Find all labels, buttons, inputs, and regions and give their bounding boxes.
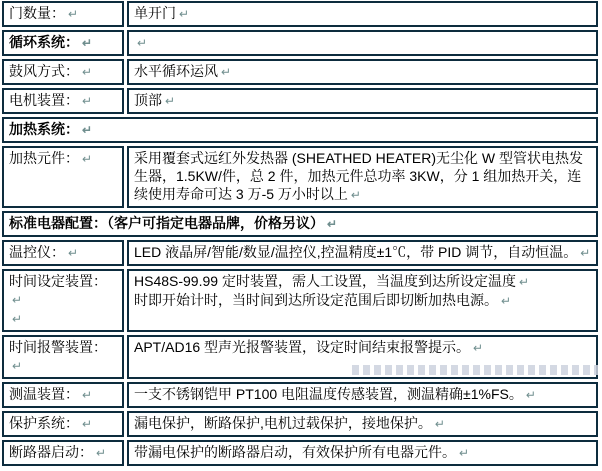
paragraph-mark-icon: ↵ xyxy=(68,7,79,21)
text-line xyxy=(134,414,592,433)
section-header-row xyxy=(2,117,598,143)
text-line xyxy=(134,338,592,357)
spec-value-cell xyxy=(127,59,598,85)
paragraph-mark-icon: ↵ xyxy=(12,293,23,307)
spec-row xyxy=(2,269,598,332)
text-line xyxy=(134,272,592,291)
text-line xyxy=(134,4,592,23)
text-line xyxy=(9,62,118,81)
spec-row xyxy=(2,440,598,466)
spec-value-cell xyxy=(127,88,598,114)
paragraph-mark-icon: ↵ xyxy=(96,446,107,460)
text-content: 时间设定装置： xyxy=(9,273,107,289)
text-line xyxy=(9,338,118,375)
text-content: 带漏电保护的断路器启动，有效保护所有电器元件。 xyxy=(134,444,456,460)
paragraph-mark-icon: ↵ xyxy=(82,152,93,166)
spec-value-cell xyxy=(127,411,598,437)
paragraph-mark-icon: ↵ xyxy=(473,341,484,355)
text-content: 时间报警装置： xyxy=(9,339,107,355)
paragraph-mark-icon: ↵ xyxy=(221,65,232,79)
text-content: 漏电保护，断路保护,电机过载保护，接地保护。 xyxy=(134,415,432,431)
spec-row xyxy=(2,240,598,266)
spec-row xyxy=(2,146,598,208)
spec-value-cell xyxy=(127,30,598,56)
spec-label-cell xyxy=(2,335,124,379)
text-content: 时即开始计时，当时间到达所设定范围后即切断加热电源。 xyxy=(134,292,498,308)
text-content: 采用覆套式远红外发热器 (SHEATHED HEATER)无尘化 W 型管状电热发生器，1.5KW/件，总 2 件，加热元件总功率 3KW，分 1 组加热开关，连续使用寿命可达 3 万-5 万小时以上 xyxy=(134,150,584,202)
paragraph-mark-icon: ↵ xyxy=(82,65,93,79)
paragraph-mark-icon: ↵ xyxy=(82,123,93,137)
text-line xyxy=(9,91,118,110)
text-line xyxy=(9,33,118,52)
paragraph-mark-icon: ↵ xyxy=(137,36,148,50)
text-content: 温控仪： xyxy=(9,244,65,260)
text-content: 水平循环运风 xyxy=(134,63,218,79)
text-content: 加热系统： xyxy=(9,121,79,137)
text-content: HS48S-99.99 定时装置，需人工设置，当温度到达所设定温度 xyxy=(134,273,516,289)
text-line xyxy=(134,243,592,262)
spec-row xyxy=(2,59,598,85)
text-content: 循环系统： xyxy=(9,34,79,50)
spec-row xyxy=(2,382,598,408)
paragraph-mark-icon: ↵ xyxy=(82,417,93,431)
text-line xyxy=(9,214,592,233)
spec-label-cell xyxy=(2,88,124,114)
text-content: 加热元件： xyxy=(9,150,79,166)
paragraph-mark-icon: ↵ xyxy=(179,7,190,21)
spec-label-cell xyxy=(2,59,124,85)
paragraph-mark-icon: ↵ xyxy=(165,94,176,108)
spec-value-cell xyxy=(127,382,598,408)
spec-row xyxy=(2,1,598,27)
paragraph-mark-icon: ↵ xyxy=(580,246,591,260)
text-line xyxy=(9,4,118,23)
text-line xyxy=(134,291,592,310)
paragraph-mark-icon: ↵ xyxy=(501,294,512,308)
spec-row xyxy=(2,30,598,56)
spec-label-cell xyxy=(2,146,124,208)
spec-value-cell xyxy=(127,269,598,332)
text-line xyxy=(9,120,592,139)
text-line xyxy=(9,243,118,262)
section-header-row xyxy=(2,211,598,237)
text-line xyxy=(134,33,592,52)
spec-value-cell xyxy=(127,335,598,379)
text-line xyxy=(9,309,118,328)
text-content: 标准电器配置：（客户可指定电器品牌，价格另议） xyxy=(9,215,324,231)
text-content: 门数量： xyxy=(9,5,65,21)
spec-value-cell xyxy=(127,240,598,266)
spec-label-cell xyxy=(2,269,124,332)
text-line xyxy=(9,149,118,168)
text-line xyxy=(134,91,592,110)
text-line xyxy=(134,62,592,81)
text-line xyxy=(9,443,118,462)
paragraph-mark-icon: ↵ xyxy=(350,188,361,202)
text-content: 电机装置： xyxy=(9,92,79,108)
text-content: LED 液晶屏/智能/数显/温控仪,控温精度±1℃，带 PID 调节，自动恒温。 xyxy=(134,244,578,260)
paragraph-mark-icon: ↵ xyxy=(518,275,530,289)
text-content: 顶部 xyxy=(134,92,162,108)
text-content: APT/AD16 型声光报警装置，设定时间结束报警提示。 xyxy=(134,339,471,355)
spec-label-cell xyxy=(2,440,124,466)
spec-value-cell xyxy=(127,1,598,27)
spec-row xyxy=(2,335,598,379)
paragraph-mark-icon: ↵ xyxy=(82,36,93,50)
text-line xyxy=(134,149,592,204)
spec-value-cell xyxy=(127,146,598,208)
text-content: 单开门 xyxy=(134,5,176,21)
text-line xyxy=(9,272,118,309)
section-header-cell xyxy=(2,117,598,143)
paragraph-mark-icon: ↵ xyxy=(459,446,470,460)
paragraph-mark-icon: ↵ xyxy=(525,388,536,402)
paragraph-mark-icon: ↵ xyxy=(82,94,93,108)
section-header-cell xyxy=(2,211,598,237)
spec-label-cell xyxy=(2,240,124,266)
paragraph-mark-icon: ↵ xyxy=(12,359,23,373)
paragraph-mark-icon: ↵ xyxy=(68,246,79,260)
spec-label-cell xyxy=(2,382,124,408)
spec-label-cell xyxy=(2,411,124,437)
paragraph-mark-icon: ↵ xyxy=(12,312,23,326)
text-line xyxy=(9,385,118,404)
paragraph-mark-icon: ↵ xyxy=(327,217,338,231)
spec-label-cell xyxy=(2,30,124,56)
text-line xyxy=(134,385,592,404)
spec-row xyxy=(2,411,598,437)
text-content: 断路器启动： xyxy=(9,444,93,460)
text-content: 鼓风方式： xyxy=(9,63,79,79)
paragraph-mark-icon: ↵ xyxy=(434,417,445,431)
spec-row xyxy=(2,88,598,114)
paragraph-mark-icon: ↵ xyxy=(82,388,93,402)
text-content: 保护系统： xyxy=(9,415,79,431)
text-content: 测温装置： xyxy=(9,386,79,402)
text-line xyxy=(134,443,592,462)
spec-label-cell xyxy=(2,1,124,27)
text-content: 一支不锈钢铠甲 PT100 电阻温度传感装置，测温精确±1%FS。 xyxy=(134,386,523,402)
spec-value-cell xyxy=(127,440,598,466)
text-line xyxy=(9,414,118,433)
